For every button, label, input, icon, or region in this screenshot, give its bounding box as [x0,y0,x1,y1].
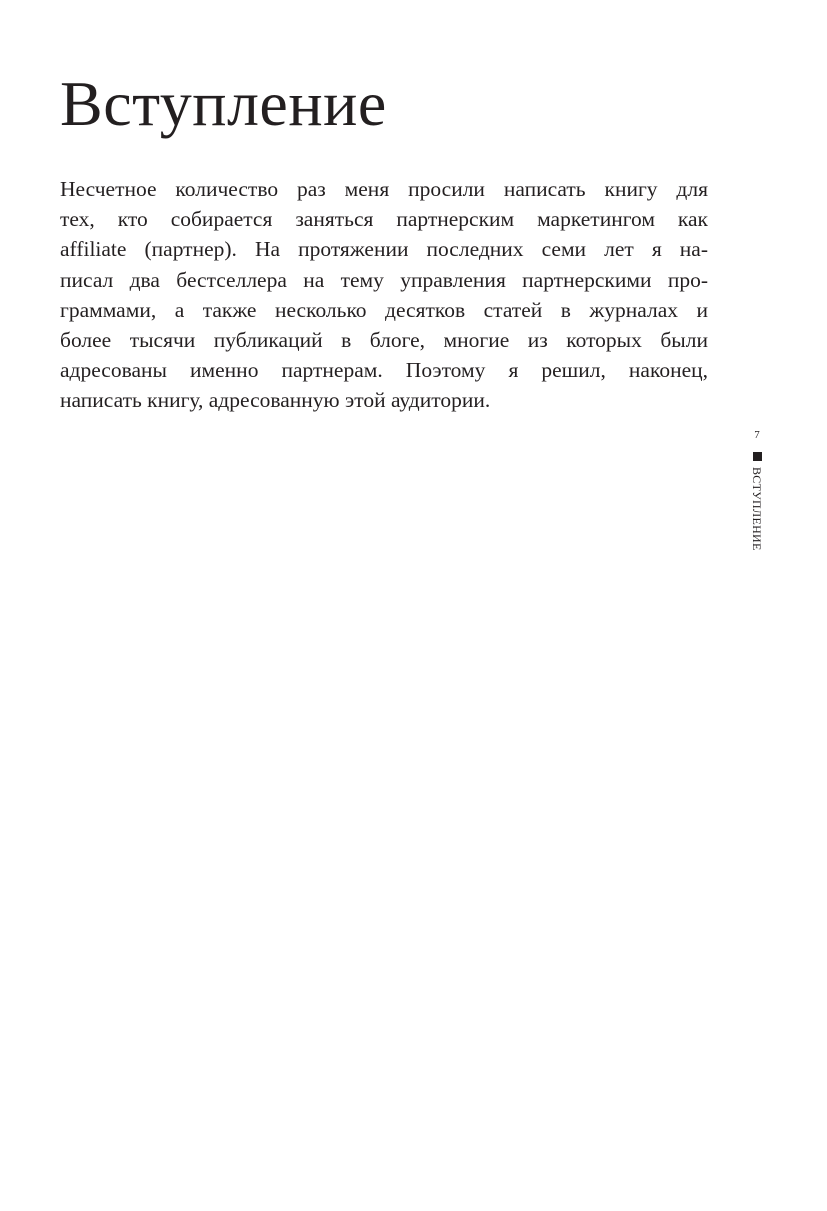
running-head-label: ВСТУПЛЕНИЕ [750,467,764,551]
paragraph-line: тех, кто собирается заняться партнерским маркетингом как [60,207,708,232]
running-head [750,452,764,551]
square-marker-icon [753,452,762,461]
paragraph-line: более тысячи публикаций в блоге, многие из которых были [60,328,708,353]
paragraph-line: Несчетное количество раз меня просили написать книгу для [60,177,708,201]
paragraph-line: граммами, а также несколько десятков статей в журналах и [60,297,708,322]
paragraph-line: affiliate (партнер). На протяжении последних семи лет я на- [60,237,708,262]
page-number: 7 [754,429,760,441]
paragraph-line: писал два бестселлера на тему управления партнерскими про- [60,267,708,292]
paragraph-line: адресованы именно партнерам. Поэтому я решил, наконец, [60,358,708,383]
chapter-title: Вступление [60,68,387,139]
body-paragraph [60,174,708,416]
paragraph-line: написать книгу, адресованную этой аудитории. [60,388,491,413]
